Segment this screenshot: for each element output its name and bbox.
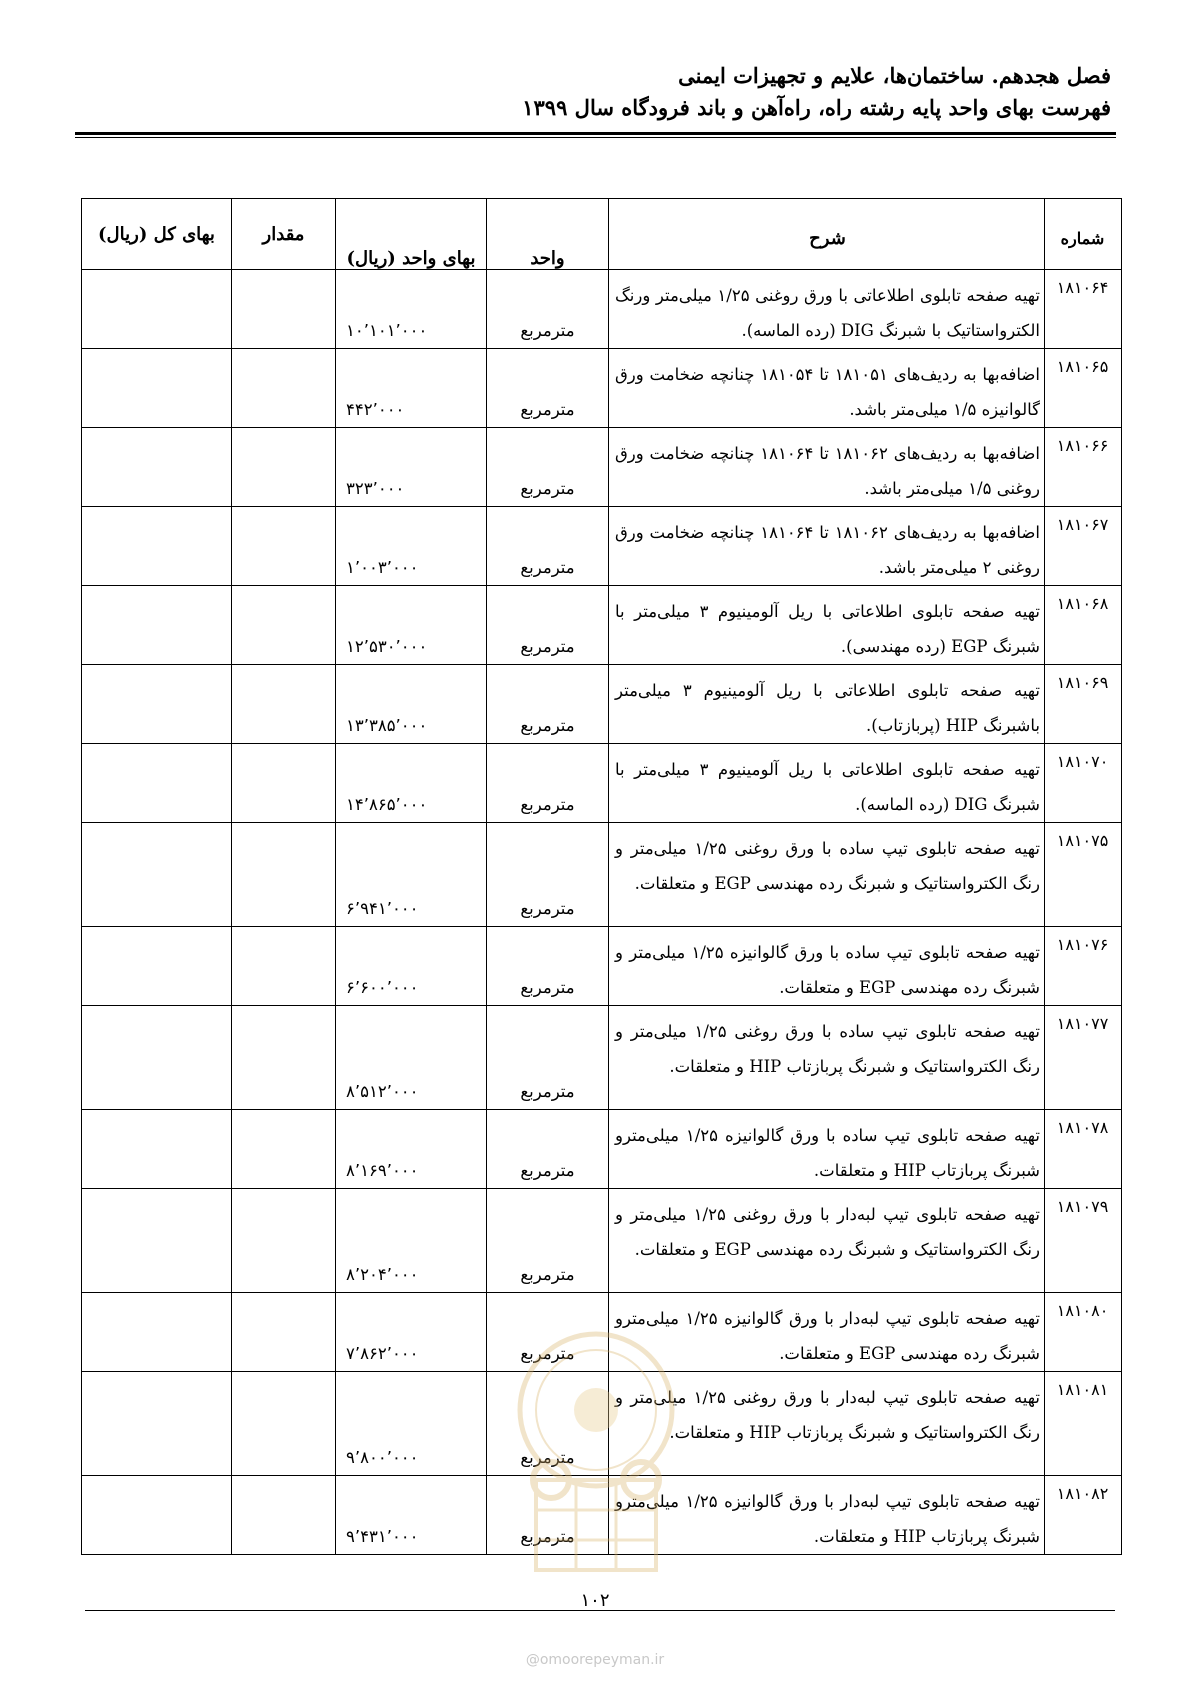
item-unit: مترمربع (487, 1110, 609, 1189)
item-code: ۱۸۱۰۶۵ (1045, 349, 1122, 428)
item-unit: مترمربع (487, 1372, 609, 1476)
item-quantity (232, 349, 336, 428)
item-description: تهیه صفحه تابلوی تیپ ساده با ورق روغنی ۱/۲۵ میلی‌متر و رنگ الکترواستاتیک و شبرنگ پربازتاب HIP و متعلقات. (609, 1006, 1045, 1110)
header-rule-thin (75, 137, 1116, 138)
item-quantity (232, 270, 336, 349)
item-code: ۱۸۱۰۶۶ (1045, 428, 1122, 507)
item-unit-price: ۶٬۹۴۱٬۰۰۰ (336, 823, 487, 927)
table-row (82, 927, 1122, 1006)
table-row (82, 1293, 1122, 1372)
item-total (82, 1372, 232, 1476)
item-description: تهیه صفحه تابلوی اطلاعاتی با ریل آلومینیوم ۳ میلی‌متر باشبرنگ HIP (پربازتاب). (609, 665, 1045, 744)
item-code: ۱۸۱۰۷۰ (1045, 744, 1122, 823)
item-description: تهیه صفحه تابلوی تیپ ساده با ورق روغنی ۱/۲۵ میلی‌متر و رنگ الکترواستاتیک و شبرنگ رده مهندسی EGP و متعلقات. (609, 823, 1045, 927)
item-description: اضافه‌بها به ردیف‌های ۱۸۱۰۵۱ تا ۱۸۱۰۵۴ چنانچه ضخامت ورق گالوانیزه ۱/۵ میلی‌متر باشد. (609, 349, 1045, 428)
item-total (82, 349, 232, 428)
page-header (71, 60, 1111, 124)
item-code: ۱۸۱۰۸۲ (1045, 1476, 1122, 1555)
table-row (82, 586, 1122, 665)
table-row (82, 1110, 1122, 1189)
item-total (82, 270, 232, 349)
table-row (82, 1476, 1122, 1555)
item-code: ۱۸۱۰۷۷ (1045, 1006, 1122, 1110)
item-unit-price: ۸٬۵۱۲٬۰۰۰ (336, 1006, 487, 1110)
table-row (82, 349, 1122, 428)
table-row (82, 1372, 1122, 1476)
table-row (82, 270, 1122, 349)
item-description: تهیه صفحه تابلوی تیپ لبه‌دار با ورق گالوانیزه ۱/۲۵ میلی‌مترو شبرنگ پربازتاب HIP و متعلقات. (609, 1476, 1045, 1555)
header-unit-price: بهای واحد (ریال) (336, 199, 487, 270)
item-unit-price: ۸٬۲۰۴٬۰۰۰ (336, 1189, 487, 1293)
table-row (82, 744, 1122, 823)
item-unit-price: ۱٬۰۰۳٬۰۰۰ (336, 507, 487, 586)
item-unit-price: ۸٬۱۶۹٬۰۰۰ (336, 1110, 487, 1189)
item-quantity (232, 1476, 336, 1555)
item-unit-price: ۳۲۳٬۰۰۰ (336, 428, 487, 507)
item-unit-price: ۱۲٬۵۳۰٬۰۰۰ (336, 586, 487, 665)
item-unit-price: ۱۰٬۱۰۱٬۰۰۰ (336, 270, 487, 349)
item-description: اضافه‌بها به ردیف‌های ۱۸۱۰۶۲ تا ۱۸۱۰۶۴ چنانچه ضخامت ورق روغنی ۲ میلی‌متر باشد. (609, 507, 1045, 586)
item-description: تهیه صفحه تابلوی تیپ ساده با ورق گالوانیزه ۱/۲۵ میلی‌متر و شبرنگ رده مهندسی EGP و متعلقات. (609, 927, 1045, 1006)
item-unit: مترمربع (487, 927, 609, 1006)
item-total (82, 586, 232, 665)
item-unit: مترمربع (487, 1476, 609, 1555)
item-quantity (232, 823, 336, 927)
item-total (82, 744, 232, 823)
item-unit-price: ۱۴٬۸۶۵٬۰۰۰ (336, 744, 487, 823)
item-unit: مترمربع (487, 586, 609, 665)
table-row (82, 1006, 1122, 1110)
item-quantity (232, 1372, 336, 1476)
watermark-url: @omoorepeyman.ir (525, 1652, 665, 1668)
item-quantity (232, 586, 336, 665)
item-total (82, 428, 232, 507)
item-unit: مترمربع (487, 507, 609, 586)
item-code: ۱۸۱۰۷۸ (1045, 1110, 1122, 1189)
item-unit-price: ۴۴۲٬۰۰۰ (336, 349, 487, 428)
item-unit: مترمربع (487, 823, 609, 927)
item-code: ۱۸۱۰۶۸ (1045, 586, 1122, 665)
table-row (82, 823, 1122, 927)
header-description: شرح (609, 199, 1045, 270)
item-quantity (232, 744, 336, 823)
document-title: فهرست بهای واحد پایه رشته راه، راه‌آهن و باند فرودگاه سال ۱۳۹۹ (522, 95, 1111, 120)
item-description: تهیه صفحه تابلوی تیپ ساده با ورق گالوانیزه ۱/۲۵ میلی‌مترو شبرنگ پربازتاب HIP و متعلقات. (609, 1110, 1045, 1189)
item-unit-price: ۷٬۸۶۲٬۰۰۰ (336, 1293, 487, 1372)
item-total (82, 1110, 232, 1189)
item-code: ۱۸۱۰۸۰ (1045, 1293, 1122, 1372)
item-total (82, 507, 232, 586)
table-row (82, 507, 1122, 586)
item-unit: مترمربع (487, 1189, 609, 1293)
table-header-row (82, 199, 1122, 270)
item-total (82, 1189, 232, 1293)
item-total (82, 665, 232, 744)
item-total (82, 1476, 232, 1555)
item-quantity (232, 927, 336, 1006)
item-unit: مترمربع (487, 270, 609, 349)
item-description: تهیه صفحه تابلوی تیپ لبه‌دار با ورق روغنی ۱/۲۵ میلی‌متر و رنگ الکترواستاتیک و شبرنگ پربازتاب HIP و متعلقات. (609, 1372, 1045, 1476)
item-quantity (232, 1006, 336, 1110)
item-unit: مترمربع (487, 1293, 609, 1372)
item-unit: مترمربع (487, 349, 609, 428)
item-quantity (232, 1189, 336, 1293)
item-unit-price: ۹٬۸۰۰٬۰۰۰ (336, 1372, 487, 1476)
item-code: ۱۸۱۰۶۴ (1045, 270, 1122, 349)
item-quantity (232, 1110, 336, 1189)
table-row (82, 428, 1122, 507)
item-total (82, 1293, 232, 1372)
item-unit: مترمربع (487, 428, 609, 507)
item-unit: مترمربع (487, 665, 609, 744)
item-total (82, 927, 232, 1006)
header-rule-thick (75, 132, 1116, 135)
item-quantity (232, 665, 336, 744)
item-description: تهیه صفحه تابلوی اطلاعاتی با ریل آلومینیوم ۳ میلی‌متر با شبرنگ EGP (رده مهندسی). (609, 586, 1045, 665)
item-code: ۱۸۱۰۶۹ (1045, 665, 1122, 744)
item-code: ۱۸۱۰۷۶ (1045, 927, 1122, 1006)
item-code: ۱۸۱۰۷۵ (1045, 823, 1122, 927)
header-code: شماره (1045, 199, 1122, 270)
table-row (82, 665, 1122, 744)
chapter-title: فصل هجدهم. ساختمان‌ها، علایم و تجهیزات ایمنی (678, 63, 1111, 88)
item-description: تهیه صفحه تابلوی تیپ لبه‌دار با ورق گالوانیزه ۱/۲۵ میلی‌مترو شبرنگ رده مهندسی EGP و متعلقات. (609, 1293, 1045, 1372)
header-unit: واحد (487, 199, 609, 270)
header-quantity: مقدار (232, 199, 336, 270)
item-description: تهیه صفحه تابلوی اطلاعاتی با ریل آلومینیوم ۳ میلی‌متر با شبرنگ DIG (رده الماسه). (609, 744, 1045, 823)
table-row (82, 1189, 1122, 1293)
item-unit-price: ۹٬۴۳۱٬۰۰۰ (336, 1476, 487, 1555)
item-description: تهیه صفحه تابلوی تیپ لبه‌دار با ورق روغنی ۱/۲۵ میلی‌متر و رنگ الکترواستاتیک و شبرنگ رده مهندسی EGP و متعلقات. (609, 1189, 1045, 1293)
item-quantity (232, 1293, 336, 1372)
item-total (82, 1006, 232, 1110)
item-unit: مترمربع (487, 1006, 609, 1110)
item-code: ۱۸۱۰۷۹ (1045, 1189, 1122, 1293)
item-total (82, 823, 232, 927)
item-description: اضافه‌بها به ردیف‌های ۱۸۱۰۶۲ تا ۱۸۱۰۶۴ چنانچه ضخامت ورق روغنی ۱/۵ میلی‌متر باشد. (609, 428, 1045, 507)
item-unit-price: ۱۳٬۳۸۵٬۰۰۰ (336, 665, 487, 744)
page-number: ۱۰۲ (580, 1590, 610, 1611)
item-code: ۱۸۱۰۸۱ (1045, 1372, 1122, 1476)
item-unit: مترمربع (487, 744, 609, 823)
item-description: تهیه صفحه تابلوی اطلاعاتی با ورق روغنی ۱/۲۵ میلی‌متر ورنگ الکترواستاتیک با شبرنگ DIG (رده الماسه). (609, 270, 1045, 349)
header-total: بهای کل (ریال) (82, 199, 232, 270)
item-unit-price: ۶٬۶۰۰٬۰۰۰ (336, 927, 487, 1006)
item-quantity (232, 428, 336, 507)
price-list-table (81, 198, 1122, 1555)
item-quantity (232, 507, 336, 586)
item-code: ۱۸۱۰۶۷ (1045, 507, 1122, 586)
